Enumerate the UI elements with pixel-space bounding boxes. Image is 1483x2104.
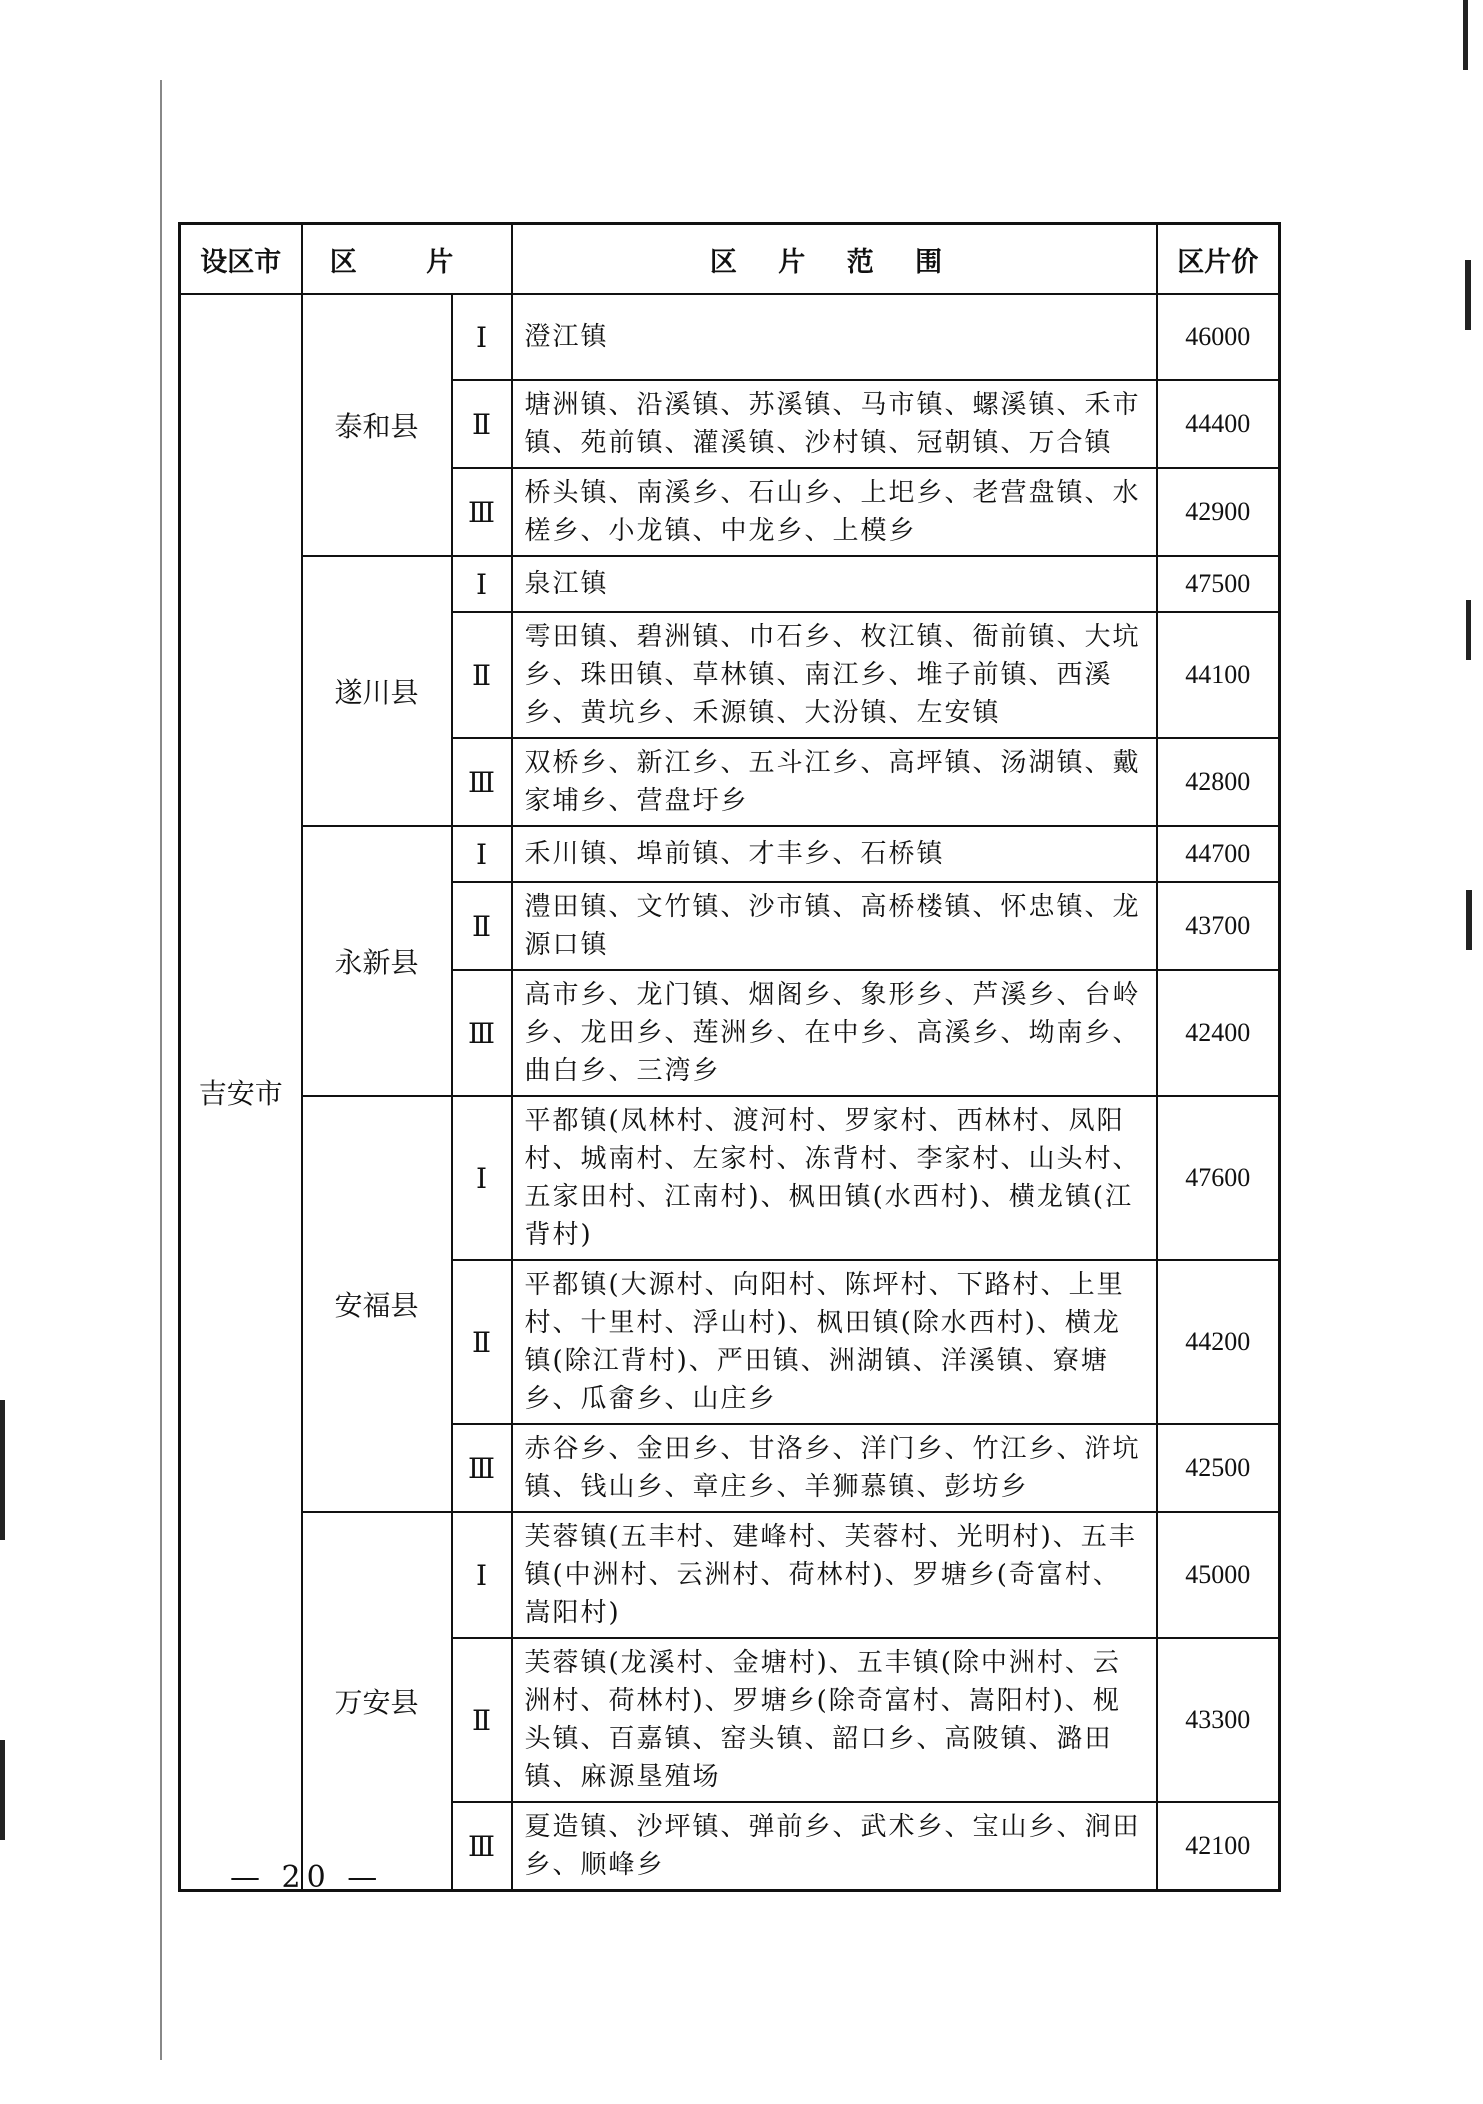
page-number: — 20 —	[230, 1860, 384, 1895]
price-cell: 46000	[1157, 294, 1280, 380]
price-cell: 44400	[1157, 380, 1280, 468]
county-cell: 遂川县	[302, 556, 452, 826]
range-cell: 桥头镇、南溪乡、石山乡、上圯乡、老营盘镇、水槎乡、小龙镇、中龙乡、上模乡	[512, 468, 1157, 556]
price-cell: 42900	[1157, 468, 1280, 556]
grade-cell: Ⅲ	[452, 970, 512, 1096]
price-cell: 42800	[1157, 738, 1280, 826]
price-cell: 43700	[1157, 882, 1280, 970]
table-row	[180, 826, 1280, 882]
range-cell: 泉江镇	[512, 556, 1157, 612]
range-cell: 高市乡、龙门镇、烟阁乡、象形乡、芦溪乡、台岭乡、龙田乡、莲洲乡、在中乡、高溪乡、坳南乡、曲白乡、三湾乡	[512, 970, 1157, 1096]
grade-cell: Ⅱ	[452, 1638, 512, 1802]
price-cell: 47600	[1157, 1096, 1280, 1260]
county-cell: 泰和县	[302, 294, 452, 556]
county-cell: 永新县	[302, 826, 452, 1096]
grade-cell: Ⅱ	[452, 1260, 512, 1424]
range-cell: 禾川镇、埠前镇、才丰乡、石桥镇	[512, 826, 1157, 882]
price-cell: 44100	[1157, 612, 1280, 738]
range-cell: 塘洲镇、沿溪镇、苏溪镇、马市镇、螺溪镇、禾市镇、苑前镇、灌溪镇、沙村镇、冠朝镇、万合镇	[512, 380, 1157, 468]
land-price-table	[178, 222, 1281, 1892]
price-cell: 43300	[1157, 1638, 1280, 1802]
grade-cell: Ⅰ	[452, 826, 512, 882]
price-cell: 44700	[1157, 826, 1280, 882]
range-cell: 芙蓉镇(五丰村、建峰村、芙蓉村、光明村)、五丰镇(中洲村、云洲村、荷林村)、罗塘乡(奇富村、嵩阳村)	[512, 1512, 1157, 1638]
header-price: 区片价	[1157, 224, 1280, 295]
grade-cell: Ⅰ	[452, 1096, 512, 1260]
table-row	[180, 1512, 1280, 1638]
header-range: 区 片 范 围	[512, 224, 1157, 295]
price-cell: 44200	[1157, 1260, 1280, 1424]
grade-cell: Ⅲ	[452, 468, 512, 556]
grade-cell: Ⅰ	[452, 1512, 512, 1638]
range-cell: 平都镇(大源村、向阳村、陈坪村、下路村、上里村、十里村、浮山村)、枫田镇(除水西村)、横龙镇(除江背村)、严田镇、洲湖镇、洋溪镇、寮塘乡、瓜畲乡、山庄乡	[512, 1260, 1157, 1424]
county-cell: 安福县	[302, 1096, 452, 1512]
grade-cell: Ⅱ	[452, 612, 512, 738]
range-cell: 澧田镇、文竹镇、沙市镇、高桥楼镇、怀忠镇、龙源口镇	[512, 882, 1157, 970]
city-cell: 吉安市	[180, 294, 302, 1891]
scan-edge-mark	[0, 1400, 5, 1540]
grade-cell: Ⅱ	[452, 380, 512, 468]
table-row	[180, 294, 1280, 380]
scan-edge-mark	[0, 1740, 5, 1840]
grade-cell: Ⅰ	[452, 556, 512, 612]
header-zone: 区 片	[302, 224, 512, 295]
header-city: 设区市	[180, 224, 302, 295]
table-row	[180, 556, 1280, 612]
scan-edge-mark	[1466, 890, 1472, 950]
price-cell: 45000	[1157, 1512, 1280, 1638]
range-cell: 澄江镇	[512, 294, 1157, 380]
county-cell: 万安县	[302, 1512, 452, 1891]
price-cell: 42500	[1157, 1424, 1280, 1512]
table-row	[180, 1096, 1280, 1260]
range-cell: 平都镇(凤林村、渡河村、罗家村、西林村、凤阳村、城南村、左家村、冻背村、李家村、山头村、五家田村、江南村)、枫田镇(水西村)、横龙镇(江背村)	[512, 1096, 1157, 1260]
grade-cell: Ⅱ	[452, 882, 512, 970]
range-cell: 夏造镇、沙坪镇、弹前乡、武术乡、宝山乡、涧田乡、顺峰乡	[512, 1802, 1157, 1891]
grade-cell: Ⅲ	[452, 1424, 512, 1512]
price-cell: 47500	[1157, 556, 1280, 612]
range-cell: 双桥乡、新江乡、五斗江乡、高坪镇、汤湖镇、戴家埔乡、营盘圩乡	[512, 738, 1157, 826]
table-header-row	[180, 224, 1280, 295]
scan-edge-mark	[1463, 0, 1468, 70]
grade-cell: Ⅲ	[452, 738, 512, 826]
grade-cell: Ⅲ	[452, 1802, 512, 1891]
scan-edge-mark	[160, 80, 162, 2060]
range-cell: 芙蓉镇(龙溪村、金塘村)、五丰镇(除中洲村、云洲村、荷林村)、罗塘乡(除奇富村、嵩阳村)、枧头镇、百嘉镇、窑头镇、韶口乡、高陂镇、潞田镇、麻源垦殖场	[512, 1638, 1157, 1802]
scan-edge-mark	[1466, 600, 1471, 660]
price-cell: 42100	[1157, 1802, 1280, 1891]
range-cell: 雩田镇、碧洲镇、巾石乡、枚江镇、衙前镇、大坑乡、珠田镇、草林镇、南江乡、堆子前镇、西溪乡、黄坑乡、禾源镇、大汾镇、左安镇	[512, 612, 1157, 738]
range-cell: 赤谷乡、金田乡、甘洛乡、洋门乡、竹江乡、浒坑镇、钱山乡、章庄乡、羊狮慕镇、彭坊乡	[512, 1424, 1157, 1512]
scan-edge-mark	[1465, 260, 1471, 330]
grade-cell: Ⅰ	[452, 294, 512, 380]
price-cell: 42400	[1157, 970, 1280, 1096]
